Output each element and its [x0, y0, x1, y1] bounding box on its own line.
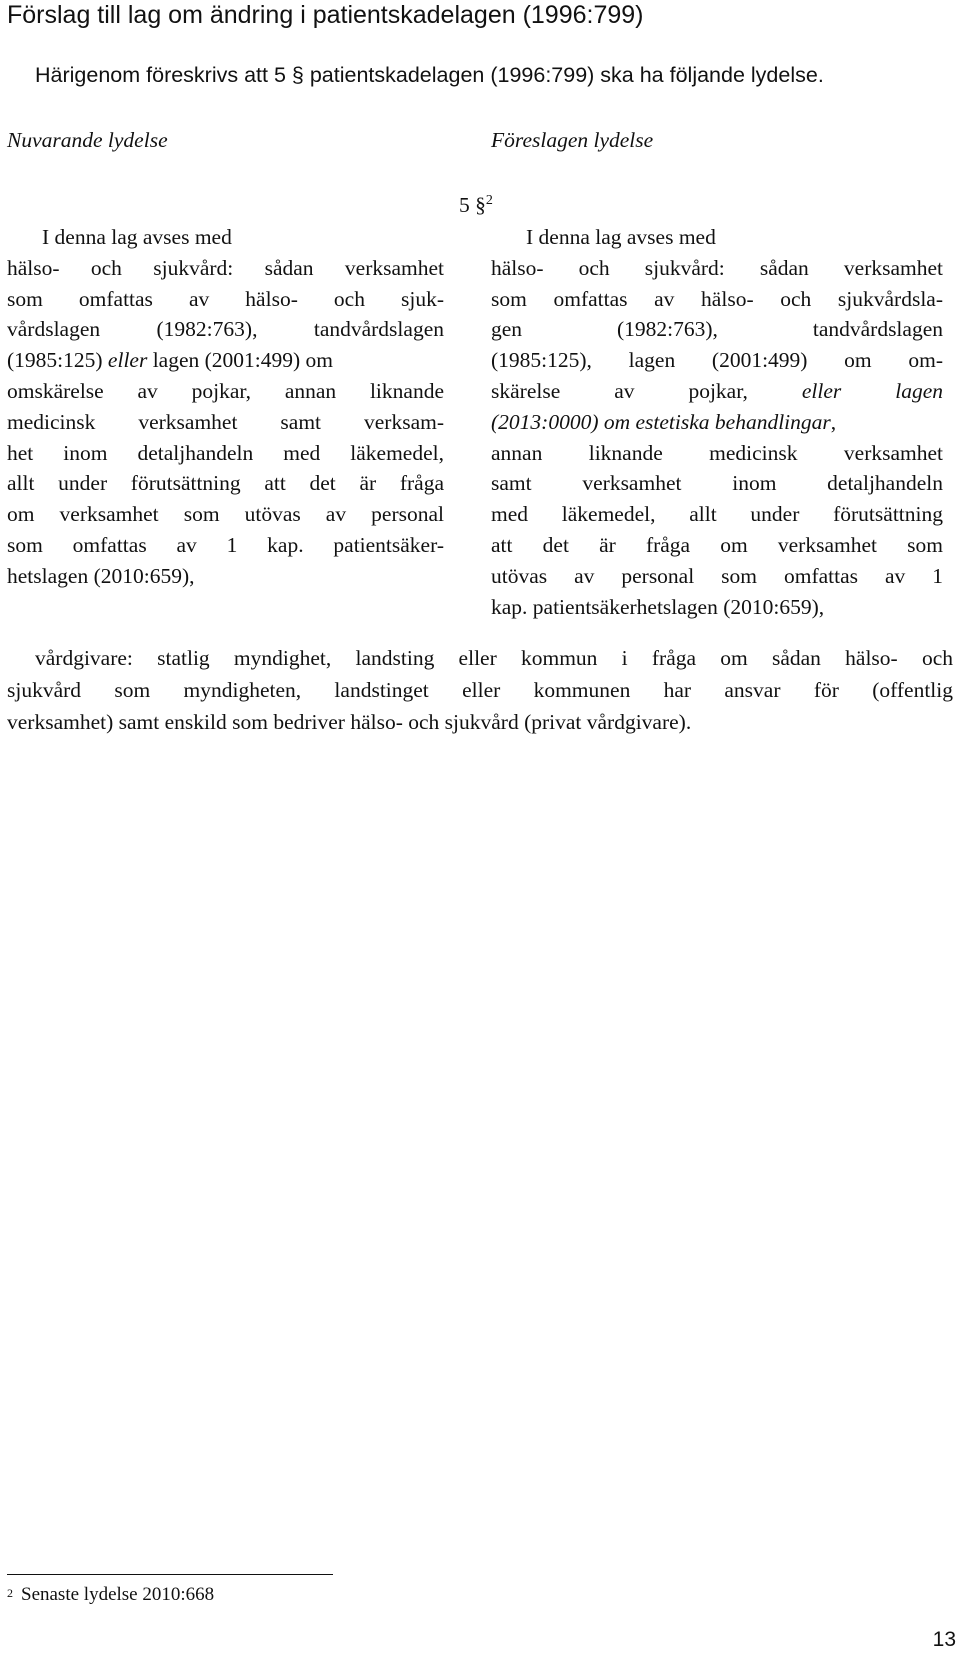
current-line: vårdslagen (1982:763), tandvårdslagen	[7, 317, 444, 342]
intro-paragraph: Härigenom föreskrivs att 5 § patientskadelagen (1996:799) ska ha följande lydelse.	[35, 63, 824, 87]
proposed-line	[491, 376, 943, 407]
proposed-wording-column	[491, 222, 943, 622]
proposed-line-part: skärelse av pojkar,	[491, 378, 802, 403]
proposed-line: (1985:125), lagen (2001:499) om om-	[491, 348, 943, 373]
emphasis-new-law: (2013:0000) om estetiska behandlingar	[491, 409, 831, 434]
current-line-part: lagen (2001:499) om	[147, 348, 334, 373]
footnote	[7, 1582, 214, 1608]
current-line: hälso- och sjukvård: sådan verksamhet	[7, 255, 444, 280]
current-line: omskärelse av pojkar, annan liknande	[7, 378, 444, 403]
paragraph-label: 5 §	[459, 193, 486, 217]
current-line-part: (1985:125)	[7, 348, 108, 373]
proposed-line: samt verksamhet inom detaljhandeln	[491, 471, 943, 496]
current-line: medicinsk verksamhet samt verksam-	[7, 409, 444, 434]
current-line: som omfattas av 1 kap. patientsäker-	[7, 532, 444, 557]
emphasis-eller-lagen: eller lagen	[801, 378, 943, 403]
proposed-line-part: ,	[830, 409, 837, 434]
footnote-reference: 2	[485, 193, 493, 208]
footnote-number: 2	[7, 1586, 13, 1600]
emphasis-eller: eller	[107, 348, 148, 373]
proposed-line	[491, 407, 943, 438]
column-header-current: Nuvarande lydelse	[7, 128, 168, 152]
current-wording-column	[7, 222, 444, 592]
proposed-line: kap. patientsäkerhetslagen (2010:659),	[491, 594, 825, 619]
current-line: I denna lag avses med	[42, 225, 232, 249]
closing-line: sjukvård som myndigheten, landstinget eller kommunen har ansvar för (offentlig	[7, 678, 953, 702]
proposed-line: utövas av personal som omfattas av 1	[491, 563, 943, 588]
current-line: allt under förutsättning att det är fråga	[7, 471, 444, 496]
current-line	[7, 345, 444, 376]
footnote-text: Senaste lydelse 2010:668	[21, 1584, 215, 1605]
column-header-proposed: Föreslagen lydelse	[491, 128, 654, 152]
document-title: Förslag till lag om ändring i patientskadelagen (1996:799)	[7, 1, 644, 29]
proposed-line: annan liknande medicinsk verksamhet	[491, 440, 943, 465]
proposed-line: hälso- och sjukvård: sådan verksamhet	[491, 255, 943, 280]
proposed-line: I denna lag avses med	[526, 225, 716, 249]
current-line: som omfattas av hälso- och sjuk-	[7, 286, 444, 311]
closing-line: verksamhet) samt enskild som bedriver hälso- och sjukvård (privat vårdgivare).	[7, 710, 692, 734]
closing-line: vårdgivare: statlig myndighet, landsting eller kommun i fråga om sådan hälso- och	[35, 646, 953, 670]
current-line: hetslagen (2010:659),	[7, 563, 195, 588]
paragraph-marker	[459, 190, 493, 220]
current-line: om verksamhet som utövas av personal	[7, 502, 444, 527]
proposed-line: med läkemedel, allt under förutsättning	[491, 502, 943, 527]
proposed-line: gen (1982:763), tandvårdslagen	[491, 317, 943, 342]
proposed-line: att det är fråga om verksamhet som	[491, 532, 943, 557]
closing-paragraph	[7, 642, 953, 738]
page-number: 13	[932, 1628, 956, 1651]
proposed-line: som omfattas av hälso- och sjukvårdsla-	[491, 286, 943, 311]
current-line: het inom detaljhandeln med läkemedel,	[7, 440, 444, 465]
footnote-separator	[7, 1574, 333, 1575]
